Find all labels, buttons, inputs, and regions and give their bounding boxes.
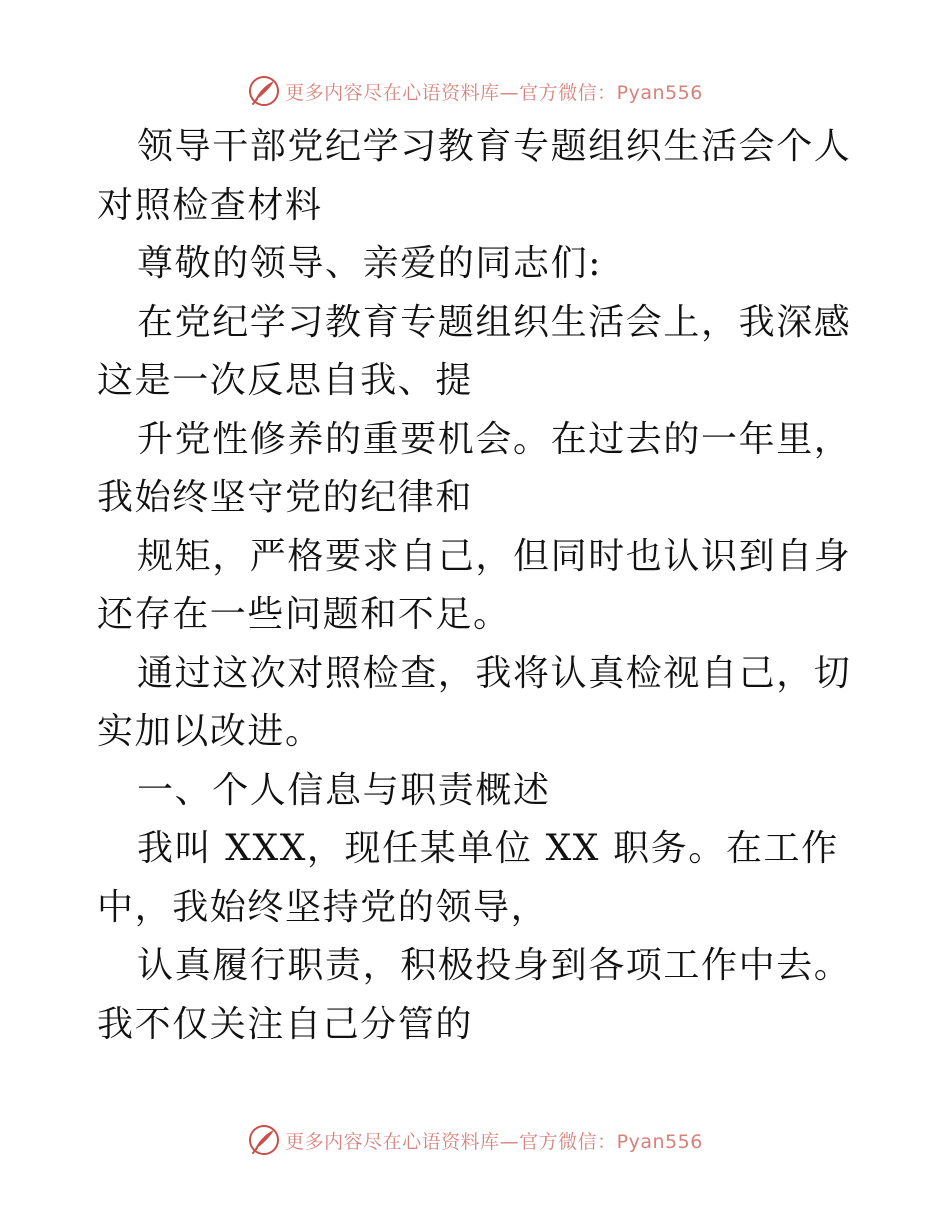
paragraph: 升党性修养的重要机会。在过去的一年里，我始终坚守党的纪律和 [97,418,852,518]
paragraph: 尊敬的领导、亲爱的同志们: [137,243,602,284]
footer-watermark [0,1122,950,1158]
watermark-text: 更多内容尽在心语资料库—官方微信：Pyan556 [285,1130,703,1153]
document-title: 领导干部党纪学习教育专题组织生活会个人对照检查材料 [97,126,852,226]
watermark-text: 更多内容尽在心语资料库—官方微信：Pyan556 [285,81,703,104]
quill-pen-icon [247,1123,281,1157]
paragraph: 通过这次对照检查，我将认真检视自己，切实加以改进。 [97,652,852,752]
paragraph: 在党纪学习教育专题组织生活会上，我深感这是一次反思自我、提 [97,301,852,401]
section-heading: 一、个人信息与职责概述 [137,769,551,811]
paragraph: 我叫 XXX，现任某单位 XX 职务。在工作中，我始终坚持党的领导， [97,828,839,928]
header-watermark [0,73,950,109]
paragraph: 认真履行职责，积极投身到各项工作中去。我不仅关注自己分管的 [97,945,852,1045]
document-body [97,118,853,1054]
quill-pen-icon [247,74,281,108]
paragraph: 规矩，严格要求自己，但同时也认识到自身还存在一些问题和不足。 [97,535,852,635]
